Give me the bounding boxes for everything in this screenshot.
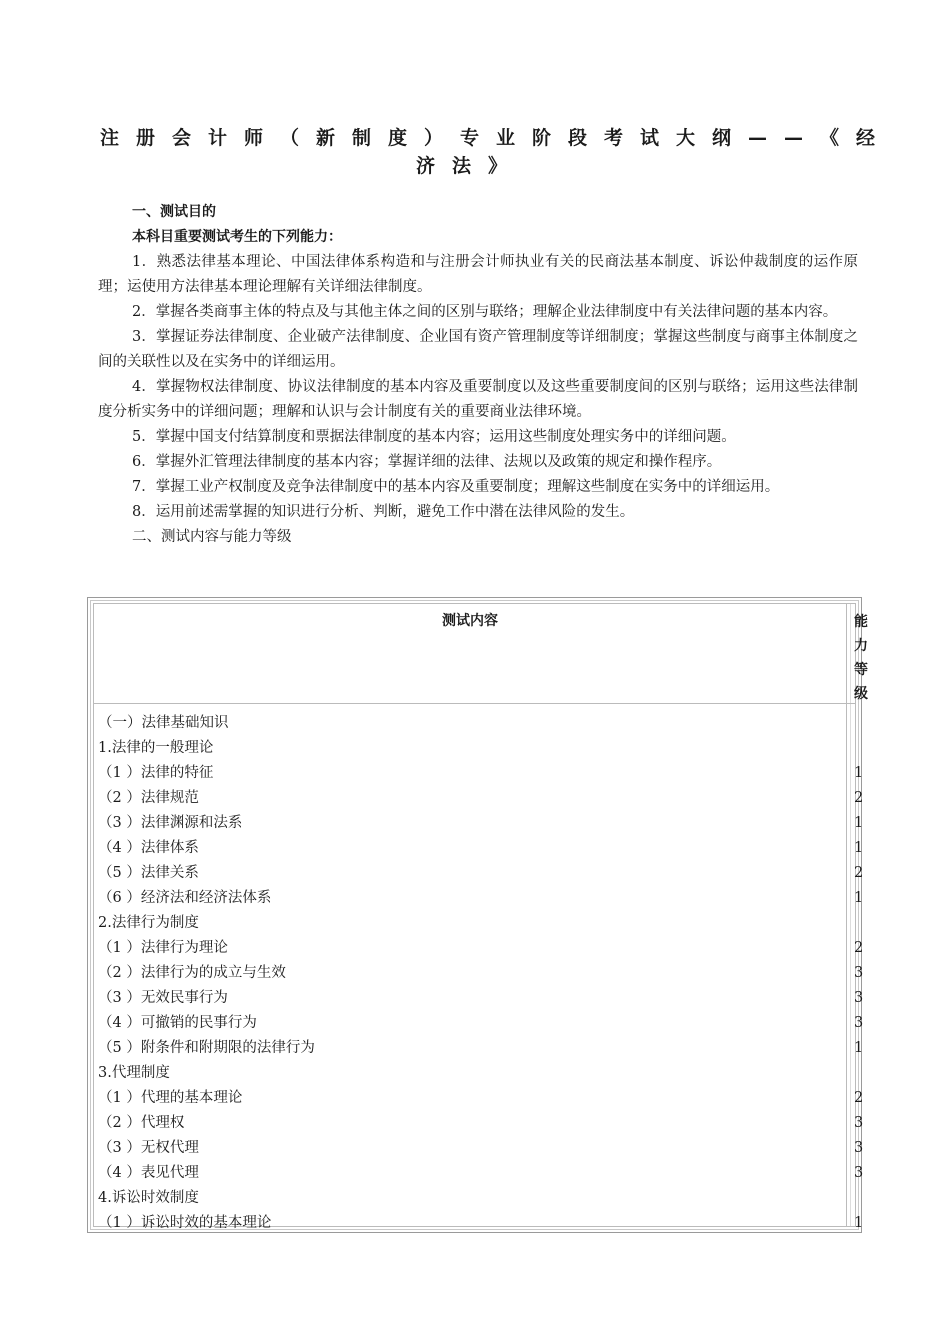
objective-item: 3．掌握证券法律制度、企业破产法律制度、企业国有资产管理制度等详细制度；掌握这些制度与商事主体制度之间的关联性以及在实务中的详细运用。 [98, 329, 858, 370]
row-level: 3 [854, 1015, 864, 1031]
row-content: （5 ）法律关系 [98, 865, 199, 881]
objective-item: 8．运用前述需掌握的知识进行分析、判断，避免工作中潜在法律风险的发生。 [132, 504, 635, 520]
row-content: （3 ）无效民事行为 [98, 990, 228, 1006]
row-content: （2 ）代理权 [98, 1115, 185, 1131]
table-row [94, 936, 864, 961]
row-content: （1 ）法律的特征 [98, 765, 214, 781]
row-content: （一）法律基础知识 [98, 715, 229, 731]
row-content: （2 ）法律行为的成立与生效 [98, 965, 286, 981]
title-line-2: 济法》 [415, 155, 524, 177]
table-row [94, 961, 864, 986]
objective-item: 2．掌握各类商事主体的特点及与其他主体之间的区别与联络；理解企业法律制度中有关法律问题的基本内容。 [132, 304, 838, 320]
table-row [94, 786, 864, 811]
table-row [94, 911, 855, 936]
table-row [94, 1211, 864, 1236]
row-content: （2 ）法律规范 [98, 790, 199, 806]
row-level: 1 [854, 765, 864, 781]
row-level: 1 [854, 1215, 864, 1231]
table-row [94, 761, 864, 786]
row-content: （1 ）诉讼时效的基本理论 [98, 1215, 272, 1231]
table-row [94, 836, 864, 861]
row-content: 1.法律的一般理论 [98, 740, 214, 756]
table-row [94, 1086, 864, 1111]
table-row [94, 861, 864, 886]
row-content: （1 ）法律行为理论 [98, 940, 228, 956]
table-header-row [94, 604, 868, 704]
row-level: 2 [854, 940, 864, 956]
row-level: 3 [854, 990, 864, 1006]
row-level: 1 [854, 890, 864, 906]
row-content: （4 ）表见代理 [98, 1165, 199, 1181]
row-level: 3 [854, 1115, 864, 1131]
table-body [93, 603, 868, 1231]
objective-item: 7．掌握工业产权制度及竞争法律制度中的基本内容及重要制度；理解这些制度在实务中的详细运用。 [132, 479, 780, 495]
row-content: （6 ）经济法和经济法体系 [98, 890, 272, 906]
row-content: （5 ）附条件和附期限的法律行为 [98, 1040, 315, 1056]
table-row [94, 886, 864, 911]
row-level: 1 [854, 840, 864, 856]
header-content: 测试内容 [442, 613, 498, 629]
title-line-1: 注册会计师（新制度）专业阶段考试大纲——《经 [100, 127, 893, 149]
row-level: 2 [854, 1090, 864, 1106]
objective-item: 1．熟悉法律基本理论、中国法律体系构造和与注册会计师执业有关的民商法基本制度、诉讼仲裁制度的运作原理；运使用方法律基本理论理解有关详细法律制度。 [98, 254, 858, 295]
table-row [94, 736, 855, 761]
table-row [94, 1011, 864, 1036]
objective-item: 5．掌握中国支付结算制度和票据法律制度的基本内容；运用这些制度处理实务中的详细问题。 [132, 429, 736, 445]
content-level-table [87, 597, 868, 1233]
document-title [100, 124, 893, 180]
row-content: 2.法律行为制度 [98, 915, 199, 931]
row-content: （3 ）无权代理 [98, 1140, 199, 1156]
section1-heading: 一、测试目的 [132, 204, 216, 220]
table-row [94, 811, 864, 836]
section-objectives [98, 200, 858, 550]
row-level: 2 [854, 865, 864, 881]
row-content: （4 ）法律体系 [98, 840, 199, 856]
table-row [94, 1186, 855, 1211]
table-row [94, 711, 855, 736]
table-row [94, 1136, 864, 1161]
row-content: 4.诉讼时效制度 [98, 1190, 199, 1206]
table-row [94, 986, 864, 1011]
row-content: （3 ）法律渊源和法系 [98, 815, 243, 831]
row-content: （1 ）代理的基本理论 [98, 1090, 243, 1106]
table-row [94, 1111, 864, 1136]
table-rows [94, 711, 864, 1236]
objective-item: 6．掌握外汇管理法律制度的基本内容；掌握详细的法律、法规以及政策的规定和操作程序。 [132, 454, 722, 470]
row-content: （4 ）可撤销的民事行为 [98, 1015, 257, 1031]
row-level: 1 [854, 1040, 864, 1056]
row-level: 2 [854, 790, 864, 806]
section1-subheading: 本科目重要测试考生的下列能力： [132, 229, 342, 245]
row-level: 1 [854, 815, 864, 831]
table-row [94, 1061, 855, 1086]
table-row [94, 1161, 864, 1186]
header-level: 能力等级 [854, 614, 868, 702]
row-level: 3 [854, 965, 864, 981]
row-level: 3 [854, 1165, 864, 1181]
row-content: 3.代理制度 [98, 1065, 170, 1081]
objective-item: 4．掌握物权法律制度、协议法律制度的基本内容及重要制度以及这些重要制度间的区别与联络；运用这些法律制度分析实务中的详细问题；理解和认识与会计制度有关的重要商业法律环境。 [98, 379, 858, 420]
section2-heading: 二、测试内容与能力等级 [132, 529, 292, 545]
row-level: 3 [854, 1140, 864, 1156]
table-row [94, 1036, 864, 1061]
